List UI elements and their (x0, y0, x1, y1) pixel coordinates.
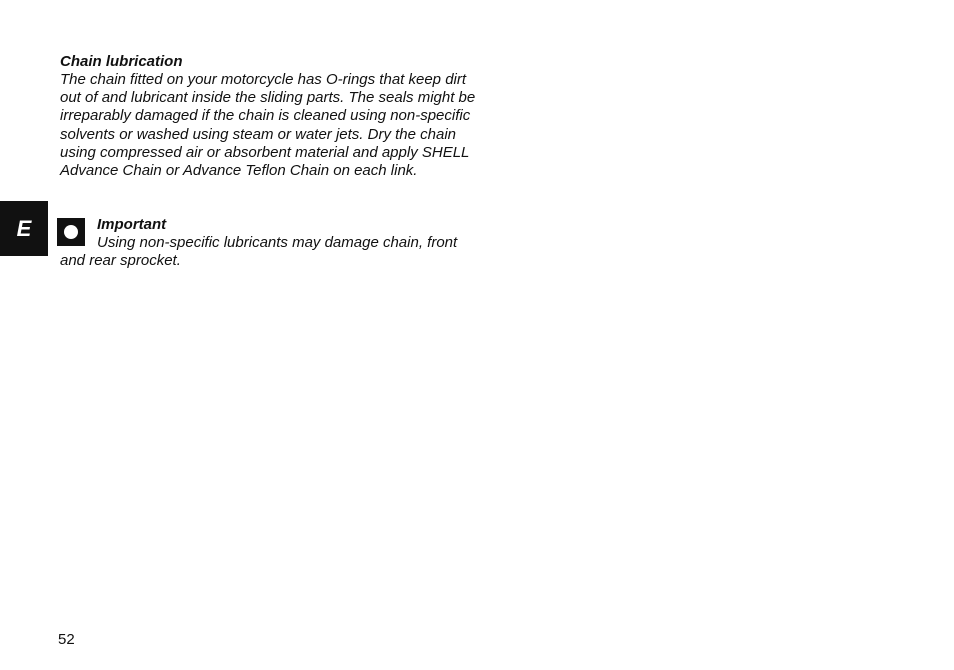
page-number: 52 (58, 631, 75, 648)
language-tab (0, 201, 48, 256)
important-text: Using non-specific lubricants may damage chain, front and rear sprocket. (60, 234, 458, 270)
section-body: The chain fitted on your motorcycle has O-rings that keep dirt out of and lubricant inside the sliding parts. The seals might be irreparably damaged if the chain is cleaned using non-specific solvents or washed using steam or water jets. Dry the chain using compressed air or absorbent material and apply SHELL Advance Chain or Advance Teflon Chain on each link. (60, 71, 476, 180)
section-title: Chain lubrication (60, 53, 183, 70)
language-tab-label: E (16, 215, 32, 241)
important-title: Important (97, 216, 167, 233)
